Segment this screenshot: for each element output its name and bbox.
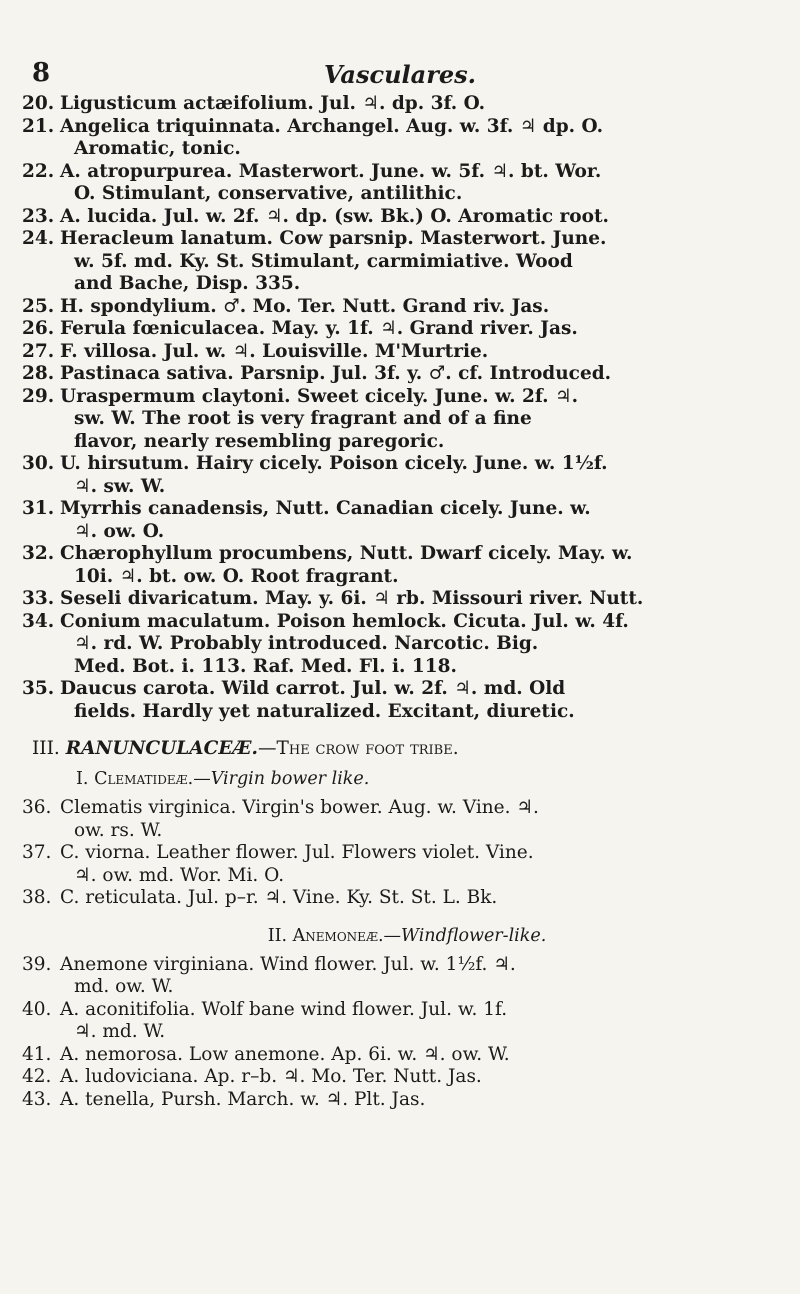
- catalog-entry: [22, 93, 792, 116]
- entry-text: 10i. ♃. bt. ow. O. Root fragrant.: [74, 565, 399, 587]
- entry-number: 24.: [22, 228, 55, 249]
- subtribe-desc: —Windflower-like.: [383, 925, 547, 946]
- catalog-entry: [22, 228, 792, 296]
- catalog-entry: [22, 161, 792, 206]
- entry-list-b: [22, 797, 792, 910]
- entry-text: Clematis virginica. Virgin's bower. Aug. w. Vine. ♃.: [60, 797, 539, 818]
- entry-text: ♃. md. W.: [74, 1021, 166, 1042]
- page-body: [22, 93, 792, 1111]
- entry-text: Seseli divaricatum. May. y. 6i. ♃ rb. Missouri river. Nutt.: [60, 588, 644, 609]
- entry-number: 33.: [22, 588, 55, 609]
- entry-text: flavor, nearly resembling paregoric.: [74, 430, 445, 452]
- catalog-entry: [22, 318, 792, 341]
- entry-text: A. aconitifolia. Wolf bane wind flower. Jul. w. 1f.: [60, 998, 508, 1020]
- catalog-entry: [22, 206, 792, 229]
- catalog-entry: [22, 1066, 792, 1089]
- catalog-entry: [22, 341, 792, 364]
- running-head: [0, 58, 800, 88]
- running-title: Vasculares.: [324, 60, 476, 89]
- catalog-entry: [22, 386, 792, 454]
- entry-text: w. 5f. md. Ky. St. Stimulant, carmimiative. Wood: [74, 250, 573, 272]
- entry-number: 22.: [22, 160, 55, 182]
- subtribe-heading-1: [76, 767, 792, 791]
- catalog-entry: [22, 1044, 792, 1067]
- catalog-entry: [22, 543, 792, 588]
- entry-number: 26.: [22, 318, 55, 339]
- entry-text: C. viorna. Leather flower. Jul. Flowers violet. Vine.: [60, 842, 534, 863]
- catalog-entry: [22, 498, 792, 543]
- entry-number: 21.: [22, 115, 55, 137]
- entry-text: H. spondylium. ♂. Mo. Ter. Nutt. Grand riv. Jas.: [60, 295, 550, 317]
- subtribe-numeral: II.: [267, 925, 288, 946]
- entry-number: 34.: [22, 610, 55, 632]
- tribe-name: RANUNCULACEÆ.: [65, 738, 259, 759]
- catalog-entry: [22, 842, 792, 887]
- entry-text: Daucus carota. Wild carrot. Jul. w. 2f. ♃. md. Old: [60, 678, 566, 699]
- entry-text: Aromatic, tonic.: [74, 138, 241, 159]
- entry-text: Pastinaca sativa. Parsnip. Jul. 3f. y. ♂. cf. Introduced.: [60, 363, 612, 384]
- subtribe-desc: —Virgin bower like.: [193, 769, 370, 789]
- entry-text: Chærophyllum procumbens, Nutt. Dwarf cicely. May. w.: [60, 543, 633, 564]
- entry-text: Anemone virginiana. Wind flower. Jul. w. 1½f. ♃.: [60, 953, 516, 975]
- entry-text: ♃. ow. md. Wor. Mi. O.: [74, 864, 285, 886]
- entry-text: Conium maculatum. Poison hemlock. Cicuta. Jul. w. 4f.: [60, 610, 629, 632]
- entry-text: A. nemorosa. Low anemone. Ap. 6i. w. ♃. ow. W.: [60, 1043, 510, 1065]
- entry-number: 29.: [22, 385, 55, 407]
- entry-number: 30.: [22, 453, 55, 474]
- entry-text: Ferula fœniculacea. May. y. 1f. ♃. Grand river. Jas.: [60, 318, 578, 339]
- entry-text: ♃. ow. O.: [74, 520, 165, 542]
- entry-text: Ligusticum actæifolium. Jul. ♃. dp. 3f. O.: [60, 93, 486, 114]
- entry-number: 40.: [22, 998, 52, 1020]
- entry-text: A. atropurpurea. Masterwort. June. w. 5f. ♃. bt. Wor.: [60, 160, 602, 182]
- entry-text: A. tenella, Pursh. March. w. ♃. Plt. Jas.: [60, 1088, 426, 1110]
- entry-text: ♃. sw. W.: [74, 475, 166, 497]
- entry-number: 25.: [22, 295, 55, 317]
- entry-text: O. Stimulant, conservative, antilithic.: [74, 183, 463, 204]
- catalog-entry: [22, 363, 792, 386]
- entry-list-a: [22, 93, 792, 723]
- entry-text: C. reticulata. Jul. p–r. ♃. Vine. Ky. St. St. L. Bk.: [60, 887, 498, 908]
- entry-number: 20.: [22, 93, 55, 114]
- catalog-entry: [22, 954, 792, 999]
- entry-text: F. villosa. Jul. w. ♃. Louisville. M'Murtrie.: [60, 340, 489, 362]
- entry-text: sw. W. The root is very fragrant and of a fine: [74, 408, 532, 429]
- entry-text: Uraspermum claytoni. Sweet cicely. June. w. 2f. ♃.: [60, 385, 579, 407]
- catalog-entry: [22, 1089, 792, 1112]
- catalog-entry: [22, 116, 792, 161]
- catalog-entry: [22, 678, 792, 723]
- entry-number: 28.: [22, 363, 55, 384]
- entry-text: md. ow. W.: [74, 976, 174, 997]
- entry-number: 32.: [22, 543, 55, 564]
- entry-number: 35.: [22, 678, 55, 699]
- subtribe-name: Anemoneæ.: [292, 925, 384, 946]
- entry-number: 27.: [22, 340, 55, 362]
- entry-text: ♃. rd. W. Probably introduced. Narcotic. Big.: [74, 633, 539, 654]
- entry-list-c: [22, 954, 792, 1112]
- entry-text: U. hirsutum. Hairy cicely. Poison cicely. June. w. 1½f.: [60, 453, 608, 474]
- catalog-entry: [22, 887, 792, 910]
- tribe-heading: [32, 737, 792, 761]
- entry-text: Heracleum lanatum. Cow parsnip. Masterwort. June.: [60, 228, 607, 249]
- entry-number: 36.: [22, 797, 52, 818]
- entry-text: ow. rs. W.: [74, 819, 163, 841]
- entry-number: 41.: [22, 1043, 52, 1065]
- subtribe-numeral: I.: [76, 769, 89, 789]
- catalog-entry: [22, 588, 792, 611]
- entry-text: Myrrhis canadensis, Nutt. Canadian cicely. June. w.: [60, 498, 591, 519]
- entry-number: 39.: [22, 953, 52, 975]
- entry-number: 31.: [22, 498, 55, 519]
- entry-number: 38.: [22, 887, 52, 908]
- tribe-common-name: —The crow foot tribe.: [258, 738, 459, 759]
- subtribe-heading-2: [22, 924, 792, 948]
- entry-text: fields. Hardly yet naturalized. Excitant, diuretic.: [74, 700, 575, 722]
- entry-text: A. ludoviciana. Ap. r–b. ♃. Mo. Ter. Nutt. Jas.: [60, 1066, 482, 1087]
- entry-text: Angelica triquinnata. Archangel. Aug. w. 3f. ♃ dp. O.: [60, 115, 604, 137]
- tribe-numeral: III.: [32, 738, 60, 759]
- entry-number: 37.: [22, 842, 52, 863]
- subtribe-name: Clematideæ.: [94, 769, 194, 789]
- entry-number: 42.: [22, 1066, 52, 1087]
- entry-text: and Bache, Disp. 335.: [74, 273, 301, 294]
- entry-text: Med. Bot. i. 113. Raf. Med. Fl. i. 118.: [74, 655, 457, 677]
- catalog-entry: [22, 453, 792, 498]
- entry-number: 43.: [22, 1088, 52, 1110]
- catalog-entry: [22, 999, 792, 1044]
- catalog-entry: [22, 296, 792, 319]
- page-number: 8: [32, 58, 51, 88]
- entry-text: A. lucida. Jul. w. 2f. ♃. dp. (sw. Bk.) O. Aromatic root.: [60, 205, 609, 227]
- catalog-entry: [22, 611, 792, 679]
- catalog-entry: [22, 797, 792, 842]
- entry-number: 23.: [22, 205, 55, 227]
